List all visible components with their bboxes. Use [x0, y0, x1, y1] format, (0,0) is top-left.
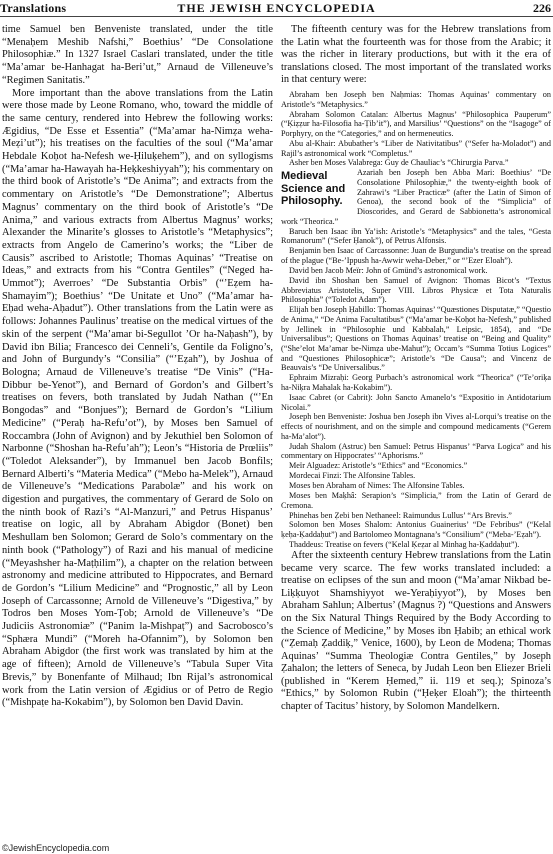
- closing-paragraph: After the sixteenth century Hebrew translations from the Latin became very scarce. The few works translated included: a treatise on eclipses of the sun and moon (“Ma’amar Nikbad be-Liḳḳuyot Shamshiyyot we-Yeraḥiyyot”), by Moses ben Abraham Sahlun; Albertus’ (Magnus ?) “Questions and Answers on the Six Natural Things Required by the Body According to the Science of Medicine,” by Moses ibn Ḥabib; an ethical work (“Ẓemaḥ Ẓaddiḳ,” Venice, 1600), by Leon de Modena; Thomas Aquinas’ “Summa Theologiæ Contra Gentiles,” by Joseph Ẓahalon; the letters of Seneca, by Judah Leon ben Eliezer Brieli (published in “Kerem Ḥemed,” ii. 119 et seq.); Spinoza’s “Ethics,” by Solomon Rubin (“Ḥeḳer Eloah”); the thirteenth chapter of Tacitus’ history, by Solomon Mandelkern.: [281, 549, 551, 713]
- page-number: 226: [533, 1, 551, 15]
- list-item: David ben Jacob Meïr: John of Gmünd’s astronomical work.: [289, 265, 488, 275]
- page-footer: [0, 841, 553, 854]
- list-item: David ibn Shoshan ben Samuel of Avignon: Thomas Bicot’s “Textus Abbreviatus Aristotelis, Super VIII. Libros Physicæ et Tota Naturalis Philosophia” (“Toledot Adam”).: [281, 275, 551, 305]
- site-name: JewishEncyclopedia.com: [8, 843, 110, 853]
- right-column: [281, 24, 551, 840]
- list-item: Isaac Cabret (or Cabrit): John Sancto Amanelo’s “Expositio in Antidotarium Nicolai.”: [281, 392, 551, 412]
- list-item: Meïr Alguadez: Aristotle’s “Ethics” and “Economics.”: [289, 461, 468, 471]
- copyright-symbol: ©: [2, 843, 9, 853]
- site-link[interactable]: [2, 843, 109, 853]
- list-item: Solomon ben Moses Shalom: Antonius Guainerius’ “De Febribus” (“Kelal ḳeḥa-Ḳaddaḥut”) and Bartolomeo Montagnana’s “Consilium” (“Meba-’Eẓah”).: [281, 520, 551, 540]
- list-item: Baruch ben Isaac ibn Ya’ish: Aristotle’s “Metaphysics” and the tales, “Gesta Romanorum” (“Sefer Ḥanok”), of Petrus Alfonsis.: [281, 226, 551, 246]
- fifteenth-century-intro: The fifteenth century was for the Hebrew translations from the Latin what the fourteenth was for those from the Arabic; it was the richer in literary productions, but with it the era of translations closed. The most important of the translated works in that century were:: [281, 24, 551, 86]
- list-item: Mordecai Finzi: The Alfonsine Tables.: [289, 471, 416, 481]
- list-item: Asher ben Moses Valabrega: Guy de Chauliac’s “Chirurgia Parva.”: [289, 158, 509, 168]
- list-item: Phinehas ben Ẓebi ben Nethaneel: Raimundus Lullus’ “Ars Brevis.”: [289, 510, 512, 520]
- paragraph-continued: time Samuel ben Benveniste translated, under the title “Menaḥem Meshib Nafshi,” Boethius’ “De Consolatione Philosophiæ.” In 1327 Israel Caslari translated, under the title “Ma’amar be-Hanhagat ha-Beri’ut,” Arnaud de Villeneuve’s “Regimen Sanitatis.”: [2, 24, 273, 86]
- page-header: [0, 0, 553, 17]
- list-item: Ephraim Mizraḥi: Georg Purbach’s astronomical work “Theorica” (“Te’oriḳa ha-Niḳra Mahalak ha-Kokabim”).: [281, 373, 551, 392]
- list-item: Abu al-Khair: Abubather’s “Liber de Nativitatibus” (“Sefer ha-Moladot”) and Rajil’s astronomical work “Completus.”: [281, 138, 551, 158]
- list-item: Benjamin ben Isaac of Carcassonne: Juan de Burgundia’s treatise on the spread of the plague (“Be-’Ippush ha-Awwir weha-Deber,” or “’Ezer Eloah”).: [281, 246, 551, 266]
- list-item: Moses ben Abraham of Nimes: The Alfonsine Tables.: [289, 481, 465, 491]
- list-item: Judah Shalom (Astruc) ben Samuel: Petrus Hispanus’ “Parva Logica” and his commentary on Hippocrates’ “Aphorisms.”: [281, 441, 551, 461]
- list-item: Thaddeus: Treatise on fevers (“Kelal Ḳeẓar al Minhag ha-Ḳaddaḥut”).: [289, 540, 520, 550]
- list-item: Elijah ben Joseph Ḥabillo: Thomas Aquinas’ “Quæstiones Disputatæ,” “Questio de Anima,” “De Anima Facultatibus” (“Ma’amar be-Koḥot ha-Nefesh,” published by Jellinek in “Philosophie und Kabbalah,” Leipsic, 1854), and “De Universalibus”; Questions on Thomas Aquinas’ treatise on “Being and Quality” (“She’elot Ma’amar be-Nimẓa ube-Mahut”); Occam’s “Summa Totius Logices” and “Questiones Philosophicæ”; Aristotle’s “De Causa”; and Vincenz de Beauvais’s “De Universalibus.”: [281, 305, 551, 373]
- list-item: Moses ben Maḳhâ: Serapion’s “Simplicia,” from the Latin of Gerard de Cremona.: [281, 490, 551, 510]
- section-title: Translations: [0, 1, 67, 15]
- encyclopedia-title: THE JEWISH ENCYCLOPEDIA: [177, 1, 376, 15]
- translations-list: [281, 90, 551, 550]
- side-heading: Medieval Science and Philosophy.: [281, 170, 346, 208]
- left-column: [2, 24, 273, 840]
- list-item: Abraham Solomon Catalan: Albertus Magnus’ “Philosophica Pauperum” (“Ḳiẓẓur ha-Filosofia ha-Ṭib’it”), and Marsilius’ “Questions” on the “Isagoge” of Porphyry, on the “Categories,” and on hermeneutics.: [281, 109, 551, 138]
- paragraph-leone-romano: More important than the above translations from the Latin were those made by Leone Romano, who, toward the middle of the same century, rendered into Hebrew the following works: Ægidius, “De Esse et Essentia” (“Ma’amar ha-Nimẓa weha-Meẓi’ut”); his treatises on the faculties of the soul (“Ma’amar Hebdale Koḥot ha-Nefesh we-Ḥiluḳehem”), and on syllogisms (“Ma’amar ha-Hawayah ha-Heḳkeshiyyah”); his commentary on the third book of Aristotle’s “De Anima”; and extracts from the commentary on Aristotle’s “De Demonstratione”; Albertus Magnus’ commentary on the third book of Aristotle’s “De Anima,” and various extracts from Albertus Magnus’ works; Alexander the Minarite’s glosses to Aristotle’s “Metaphysics”; extracts from Angelo de Camerino’s works; the “Liber de Causis” ascribed to Aristotle; Thomas Aquinas’ “Treatise on Ideas,” and extracts from his “Contra Gentiles” (“Neged ha-Ummot”); Averroes’ “De Substantia Orbis” (“’Eẓem ha-Shamayim”); Boethius’ “De Unitate et Uno” (“Ma’amar ha-Eḥad weha-Aḥadut”). Other translations from the Latin were as follows: Johannes Paulinus’ treatise on the medical virtues of the skin of the serpent (“Ma’amar bi-Segullot ’Or ha-Naḥash”), by David ibn Bilia; Francesco dei Cenneli’s, Gentile da Foligno’s, and John of Burgundy’s “Consilia” (“’Eẓah”), by Joshua of Bologna; Arnaud de Villeneuve’s treatise “De Vinis” (“Ha-Dibbur be-Yenot”), and Bernard of Gordon’s and Gilbert’s treatises on fevers, both translated by Judah Nathan (“’En Bongodas” and “Bonjues”); Bernard de Gordon’s “Lilium Medicine” (“Peraḥ ha-Refu’ot”), by Moses ben Samuel of Roccambra (John of Avignon) and by Jekuthiel ben Solomon of Narbonne (“Shoshan ha-Refu’ah”); Leon’s “Historia de Prœliis” (“Toledot Aleksander”), by Immanuel ben Jacob Bonfils; Bernard Alberti’s “Materia Medica” (“Mebo ha-Melek”), Arnaud de Villeneuve’s “Medications Parabolæ” and his work on digestion and purgatives, the commentary of Gerard de Solo on the ninth book of Razi’s “Al-Manzuri,” and Petrus Hispanus’ treatise on logic, all by Abraham Abigdor (Bonet) ben Meshullam ben Solomon; Gerard de Solo’s commentary on the ninth book (“Pathology”) of Razi and his manual of medicine (“Meyashsher ha-Maṭḥilim”), a chapter on the relation between astronomy and medicine attributed to Hippocrates, and Bernard de Gordon’s “Lilium Medicine” and “Prognostic,” all by Leon Joseph of Carcassonne; Arnold de Villeneuve’s “Digestiva,” by Todros ben Moses Yom-Ṭob; Arnold de Villeneuve’s “De Judiciis Astronomiæ” (“Panim la-Mishpaṭ”) and Sacrobosco’s “Sphæra Mundi” (“Moreh ha-Ofannim”), by Solomon ben Abraham Abigdor (the first work was translated by him at the age of fifteen); Arnold de Villeneuve’s “Tabula Super Vita Brevis,” by Bonenfante of Milhaud; Ibn Rijal’s astronomical work from the Latin version of Ægidius or of Petro de Regio (“Mishpaṭe ha-Kokabim”), by Solomon ben David Davin.: [2, 87, 273, 709]
- list-item: Azariah ben Joseph ben Abba Mari: Boethius’ “De Consolatione Philosophiæ,” the twenty-eighth book of Zahrawi’s “Liber Practicæ” (after the Latin of Simon of Genoa), the second book of the “Simplicia” of Dioscorides, and Gerard de Sabbionetta’s astronomical work “Theorica.”: [281, 168, 551, 226]
- list-item: Abraham ben Joseph ben Naḥmias: Thomas Aquinas’ commentary on Aristotle’s “Metaphysics.”: [281, 89, 551, 109]
- list-item: Joseph ben Benveniste: Joshua ben Joseph ibn Vives al-Lorqui’s treatise on the effects of nourishment, and on the simple and compound medicaments (“Gerem ha-Ma’alot”).: [281, 412, 551, 441]
- sidehead-block: [281, 168, 551, 226]
